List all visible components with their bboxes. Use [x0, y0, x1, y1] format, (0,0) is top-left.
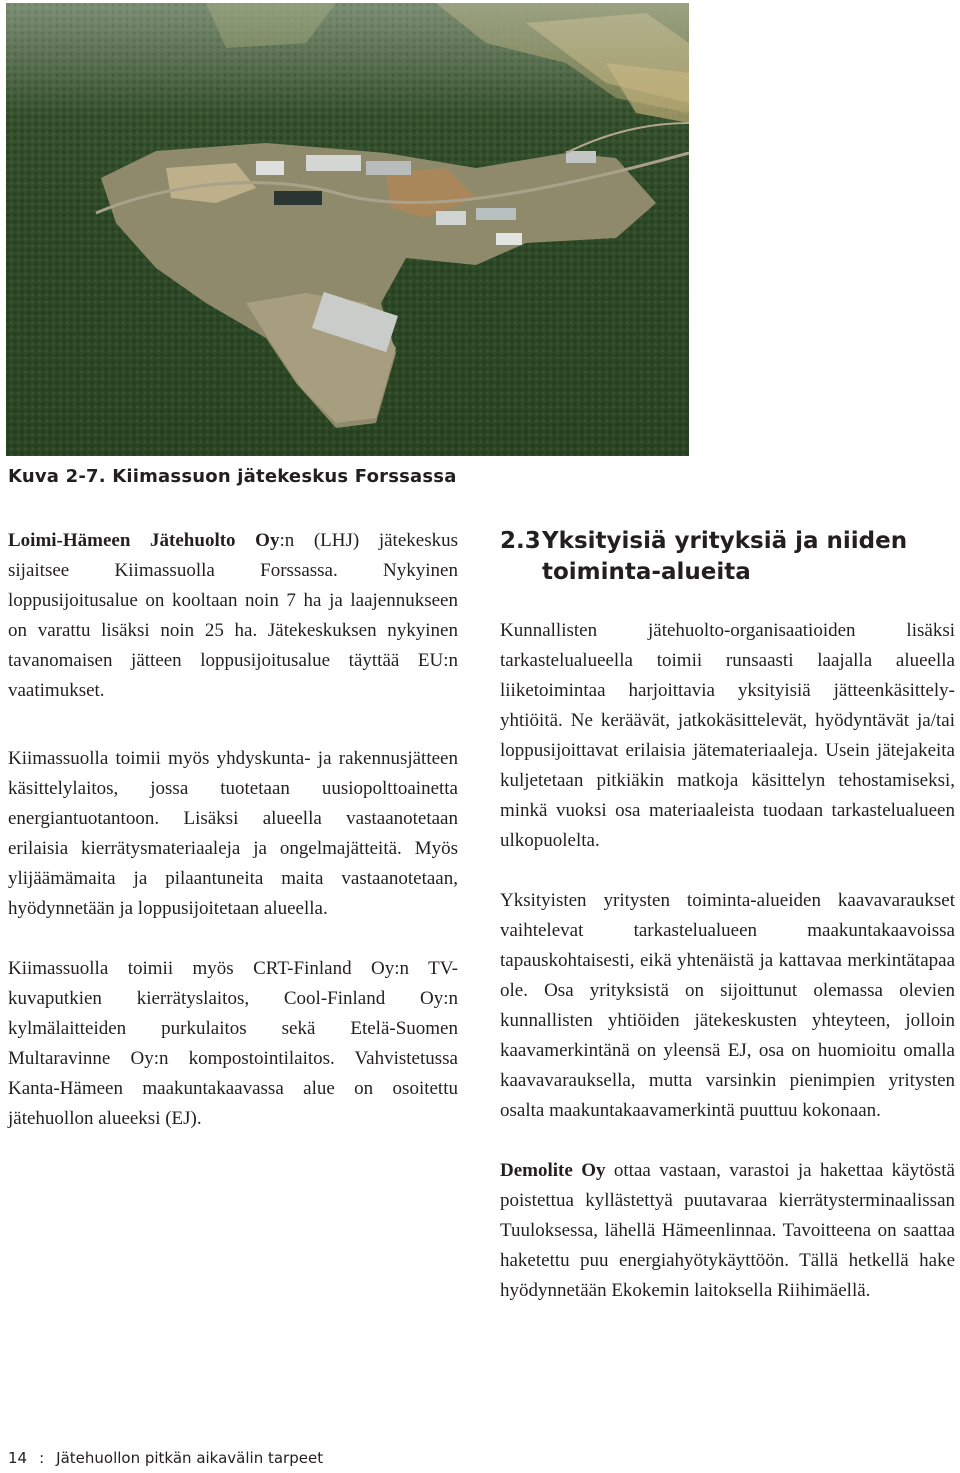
paragraph: Yksityisten yritysten toiminta-alueiden kaavavaraukset vaihtelevat tarkastelualueen maakuntakaavoissa tapauskohtaisesti, eikä yhtenäistä ja kattavaa merkintätapaa ole. Osa yrityksistä on sijoittunut olemassa olevien kunnallisten yhtiöiden jätekeskusten yhteyteen, jolloin kaavamerkintänä on yleensä EJ, osa on huomioitu omalla kaavavarauksella, mutta varsinkin pienimpien yritysten osalta maakuntakaavamerkintä puuttuu kokonaan. — [500, 890, 955, 1121]
paragraph-text: ottaa vastaan, varastoi ja hakettaa käytöstä poistettua kyllästettyä puutavaraa kierrätysterminaalissan Tuuloksessa, lähellä Hämeenlinnaa. Tavoitteena on saattaa haketettu puu energiahyötykäyttöön. Tällä hetkellä hake hyödynnetään Ekokemin laitoksella Riihimäellä. — [500, 1160, 955, 1301]
paragraph — [8, 526, 458, 706]
footer-title: Jätehuollon pitkän aikavälin tarpeet — [56, 1449, 324, 1467]
paragraph-text: :n (LHJ) jätekeskus sijaitsee Kiimassuolla Forssassa. Nykyinen loppusijoitusalue on kooltaan noin 7 ha ja laajennukseen on varattu lisäksi noin 25 ha. Jätekeskuksen nykyinen tavanomaisen jätteen loppusijoitusalue täyttää EU:n vaatimukset. — [8, 530, 458, 701]
right-column — [500, 616, 955, 1306]
footer-separator: : — [39, 1449, 45, 1467]
page-footer — [8, 1449, 323, 1467]
left-column — [8, 526, 458, 1134]
company-name: Loimi-Hämeen Jätehuolto Oy — [8, 530, 280, 551]
section-number: 2.3 — [500, 528, 541, 554]
paragraph — [500, 1156, 955, 1306]
paragraph: Kiimassuolla toimii myös yhdyskunta- ja rakennusjätteen käsittelylaitos, jossa tuotetaan uusiopolttoainetta energiantuotantoon. Lisäksi alueella vastaanotetaan erilaisia kierrätysmateriaaleja ja ongelmajätteitä. Myös ylijäämämaita ja pilaantuneita maita vastaanotetaan, hyödynnetään ja loppusijoitetaan alueella. — [8, 748, 458, 919]
aerial-photo — [6, 3, 689, 456]
section-heading — [500, 526, 907, 588]
section-title-line1: Yksityisiä yrityksiä ja niiden — [542, 528, 908, 554]
company-name: Demolite Oy — [500, 1160, 606, 1181]
figure-caption: Kuva 2-7. Kiimassuon jätekeskus Forssassa — [8, 466, 457, 487]
page-number: 14 — [8, 1449, 28, 1467]
section-title-line2: toiminta-alueita — [542, 559, 751, 585]
paragraph: Kunnallisten jätehuolto-organisaatioiden lisäksi tarkastelualueella toimii runsaasti laajalla alueella liiketoimintaa harjoittavia yksityisiä jätteenkäsittely-yhtiöitä. Ne keräävät, jatkokäsittelevät, hyödyntävät ja/tai loppusijoittavat erilaisia jätemateriaaleja. Usein jätejakeita kuljetetaan pitkiäkin matkoja käsittelyn tehostamiseksi, minkä vuoksi osa materiaaleista tuodaan tarkastelualueen ulkopuolelta. — [500, 620, 955, 851]
paragraph: Kiimassuolla toimii myös CRT-Finland Oy:n TV-kuvaputkien kierrätyslaitos, Cool-Finland Oy:n kylmälaitteiden purkulaitos sekä Etelä-Suomen Multaravinne Oy:n kompostointilaitos. Vahvistetussa Kanta-Hämeen maakuntakaavassa alue on osoitettu jätehuollon alueeksi (EJ). — [8, 958, 458, 1129]
